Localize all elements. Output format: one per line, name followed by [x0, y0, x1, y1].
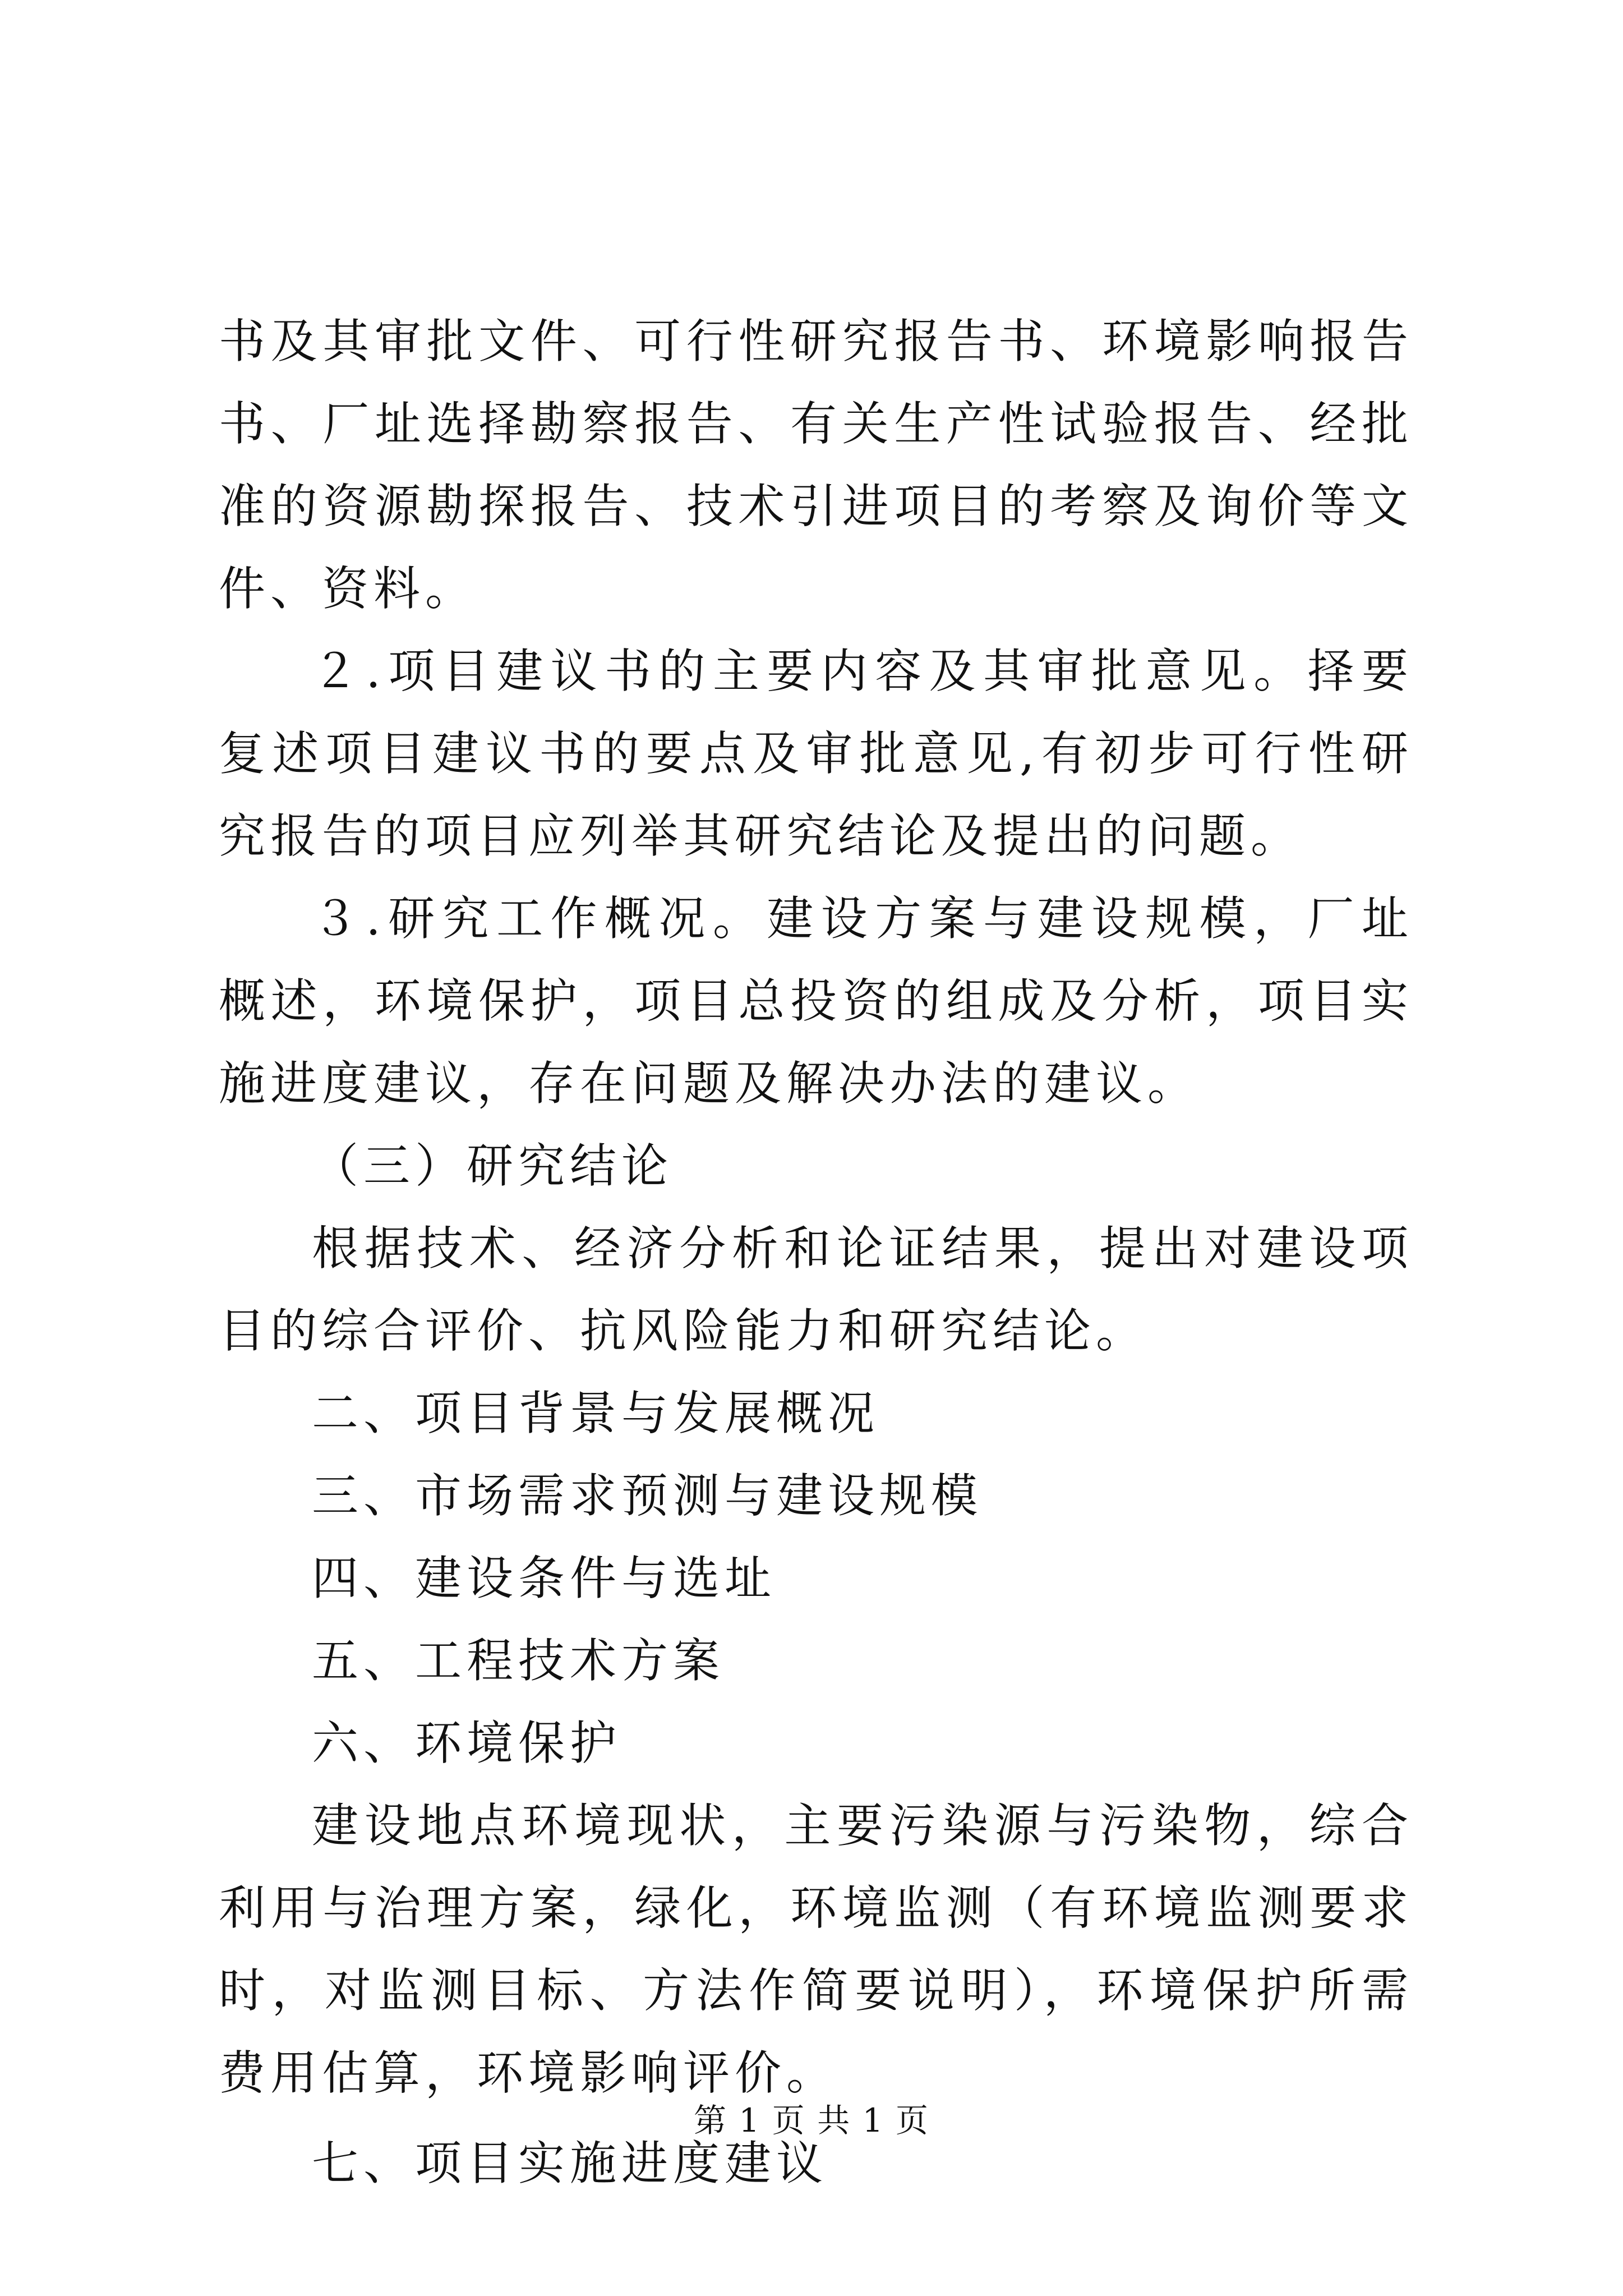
section-heading-conclusion: （三）研究结论: [312, 1139, 673, 1193]
section-heading-4: 四、建设条件与选址: [312, 1551, 776, 1605]
paragraph-item-2: ２.项目建议书的主要内容及其审批意见。择要复述项目建议书的要点及审批意见,有初步可行性研究报告的项目应列举其研究结论及提出的问题。: [219, 644, 1413, 863]
section-heading-7: 七、项目实施进度建议: [312, 2136, 828, 2191]
page-footer: 第 1 页 共 1 页: [694, 2101, 929, 2139]
section-heading-2: 二、项目背景与发展概况: [312, 1386, 879, 1441]
paragraph-item-3: ３.研究工作概况。建设方案与建设规模，厂址概述，环境保护，项目总投资的组成及分析，项目实施进度建议，存在问题及解决办法的建议。: [219, 891, 1413, 1111]
paragraph-environment: 建设地点环境现状，主要污染源与污染物，综合利用与治理方案，绿化，环境监测（有环境监测要求时，对监测目标、方法作简要说明），环境保护所需费用估算，环境影响评价。: [219, 1798, 1413, 2100]
paragraph-conclusion: 根据技术、经济分析和论证结果，提出对建设项目的综合评价、抗风险能力和研究结论。: [219, 1221, 1413, 1358]
paragraph-continuation: 书及其审批文件、可行性研究报告书、环境影响报告书、厂址选择勘察报告、有关生产性试验报告、经批准的资源勘探报告、技术引进项目的考察及询价等文件、资料。: [219, 314, 1413, 616]
section-heading-5: 五、工程技术方案: [312, 1634, 725, 1688]
document-body: [219, 300, 1413, 2205]
section-heading-3: 三、市场需求预测与建设规模: [312, 1469, 983, 1523]
section-heading-6: 六、环境保护: [312, 1716, 621, 1770]
